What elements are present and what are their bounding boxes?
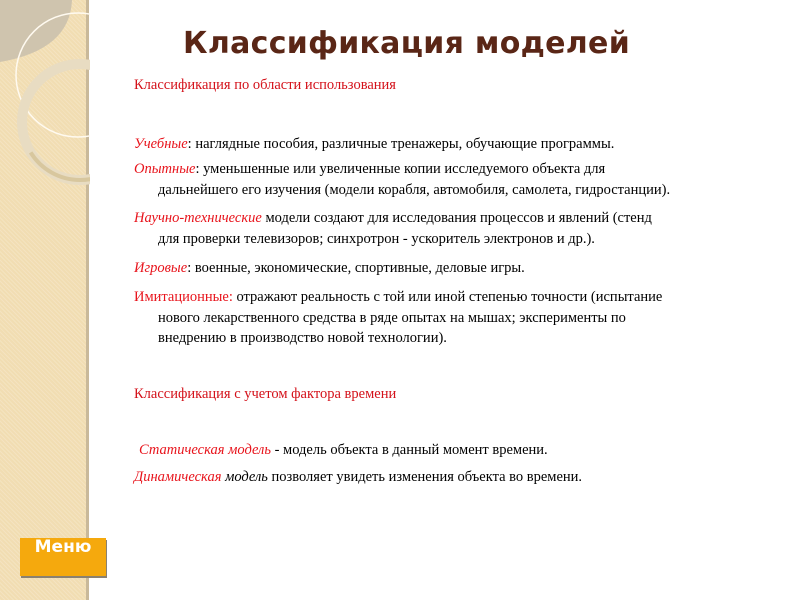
- item-dynamic: [134, 467, 774, 488]
- description: : наглядные пособия, различные тренажеры, обучающие программы.: [187, 136, 615, 152]
- item-educational: [134, 134, 774, 155]
- item-experimental: [134, 159, 774, 200]
- description-cont: нового лекарственного средства в ряде опытах на мышах; эксперименты по: [158, 309, 626, 326]
- term-suffix: модель: [221, 469, 268, 485]
- item-games: [134, 258, 774, 279]
- term: Имитационные:: [134, 289, 233, 305]
- section-heading-usage: Классификация по области использования: [134, 77, 396, 93]
- menu-button[interactable]: Меню: [20, 538, 106, 576]
- description: : военные, экономические, спортивные, деловые игры.: [187, 260, 525, 276]
- description-cont: для проверки телевизоров; синхротрон - ускоритель электронов и др.).: [158, 230, 595, 247]
- description: : уменьшенные или увеличенные копии исследуемого объекта для: [195, 161, 606, 177]
- section-heading-time: Классификация с учетом фактора времени: [134, 386, 397, 402]
- item-scientific: [134, 208, 774, 249]
- item-static: [139, 440, 779, 461]
- description: позволяет увидеть изменения объекта во времени.: [267, 469, 583, 485]
- description: отражают реальность с той или иной степенью точности (испытание: [232, 289, 663, 305]
- term: Опытные: [134, 161, 196, 177]
- decorative-circles-icon: [0, 0, 90, 200]
- term: Игровые: [134, 260, 188, 276]
- description-cont: внедрению в производство новой технологии).: [158, 330, 447, 346]
- description-cont: дальнейшего его изучения (модели корабля, автомобиля, самолета, гидростанции).: [158, 181, 671, 198]
- item-simulation: [134, 287, 774, 349]
- term: Динамическая: [134, 469, 222, 485]
- slide-title: Классификация моделей: [183, 26, 631, 61]
- term: Научно-технические: [134, 210, 262, 226]
- term: Учебные: [134, 136, 188, 152]
- term: Статическая модель: [139, 442, 271, 458]
- description: - модель объекта в данный момент времени.: [270, 442, 548, 458]
- description: модели создают для исследования процессов и явлений (стенд: [261, 210, 652, 226]
